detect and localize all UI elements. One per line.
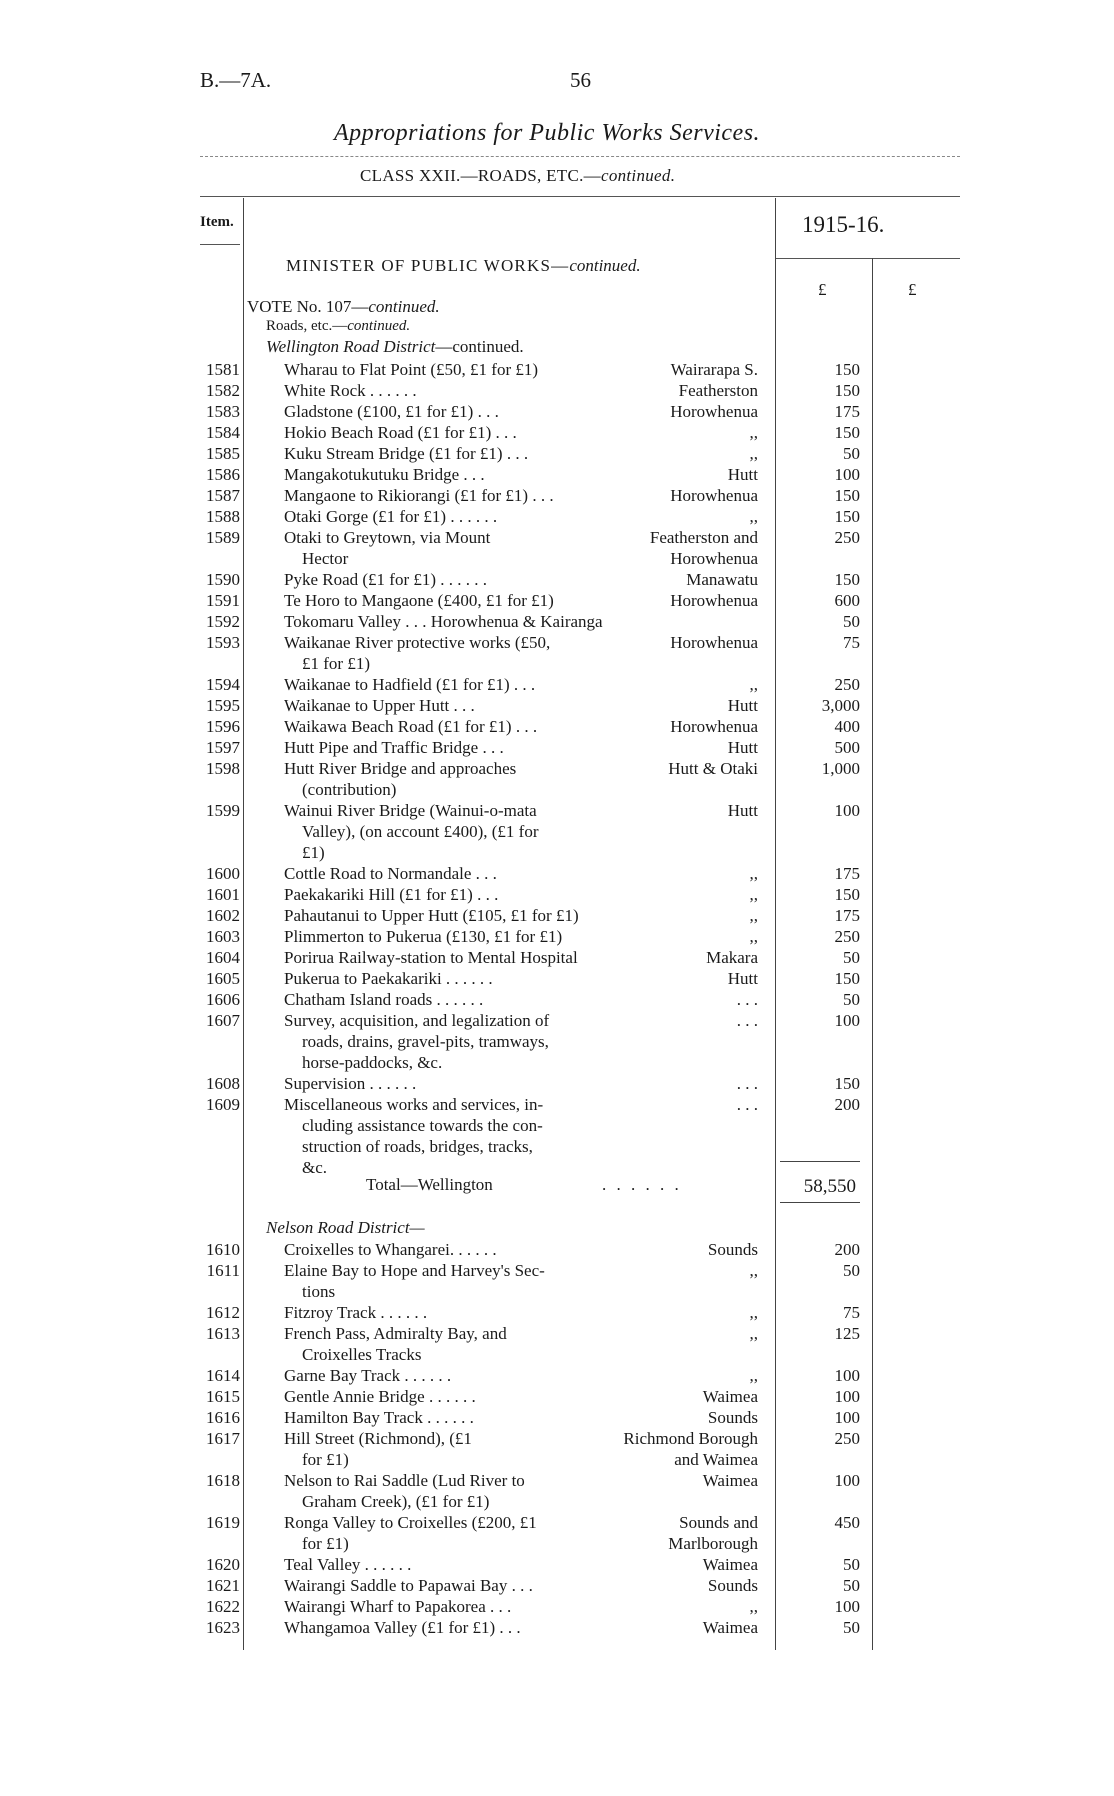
item-number: 1585: [206, 444, 240, 463]
minister-heading-continued: continued.: [569, 256, 641, 275]
year-header-rule: [775, 258, 960, 259]
item-description-continued: tions: [302, 1282, 336, 1301]
item-description: Waikanae River protective works (£50,: [284, 633, 551, 652]
item-description-continued: Hector: [302, 549, 349, 568]
total-amount: 58,550: [803, 1176, 856, 1197]
item-district: Hutt: [727, 696, 758, 715]
total-rule-top: [780, 1161, 860, 1162]
roads-heading: [266, 318, 410, 335]
table-row: [0, 1575, 1114, 1596]
item-number: 1623: [206, 1618, 240, 1637]
item-district: Waimea: [702, 1555, 758, 1574]
nelson-district-heading: Nelson Road District—: [266, 1218, 425, 1237]
table-row: [0, 989, 1114, 1010]
item-number: 1583: [206, 402, 240, 421]
item-district: Featherston and: [649, 528, 758, 547]
table-row: [0, 1260, 1114, 1301]
item-district: Sounds and: [679, 1513, 758, 1532]
item-number: 1589: [206, 528, 240, 547]
vote-heading-text: VOTE No. 107—: [247, 297, 369, 316]
item-number: 1593: [206, 633, 240, 652]
item-amount: 100: [834, 1471, 860, 1490]
item-district: Waimea: [702, 1387, 758, 1406]
item-number: 1588: [206, 507, 240, 526]
item-description: Gentle Annie Bridge . . . . . .: [284, 1387, 476, 1406]
table-row: [0, 1407, 1114, 1428]
item-amount: 50: [843, 1555, 860, 1574]
item-description: Wharau to Flat Point (£50, £1 for £1): [284, 360, 539, 379]
item-number: 1591: [206, 591, 240, 610]
item-district: Waimea: [702, 1618, 758, 1637]
table-row: [0, 1365, 1114, 1386]
item-description: Pahautanui to Upper Hutt (£105, £1 for £1): [284, 906, 579, 925]
minister-heading-text: MINISTER OF PUBLIC WORKS—: [286, 256, 570, 275]
item-amount: 50: [843, 948, 860, 967]
item-description: Croixelles to Whangarei. . . . . .: [284, 1240, 497, 1259]
item-description: Otaki Gorge (£1 for £1) . . . . . .: [284, 507, 498, 526]
item-amount: 150: [834, 969, 860, 988]
item-description: Porirua Railway-station to Mental Hospital: [284, 948, 578, 967]
table-row: [0, 422, 1114, 443]
item-description-continued: for £1): [302, 1534, 349, 1553]
item-amount: 250: [834, 675, 860, 694]
item-amount: 150: [834, 885, 860, 904]
vote-heading-continued: continued.: [368, 297, 440, 316]
item-district: ,,: [749, 675, 758, 694]
item-description-continued: horse-paddocks, &c.: [302, 1053, 443, 1072]
table-row: [0, 1073, 1114, 1094]
currency-header-1: £: [818, 280, 827, 299]
class-heading-continued: continued.: [600, 166, 676, 185]
table-row: [0, 1302, 1114, 1323]
item-amount: 50: [843, 1261, 860, 1280]
item-description: White Rock . . . . . .: [284, 381, 417, 400]
item-number: 1602: [206, 906, 240, 925]
item-description: Pyke Road (£1 for £1) . . . . . .: [284, 570, 488, 589]
table-row: [0, 443, 1114, 464]
item-description-continued: cluding assistance towards the con-: [302, 1116, 543, 1135]
item-district: Makara: [706, 948, 758, 967]
table-row: [0, 863, 1114, 884]
item-number: 1616: [206, 1408, 240, 1427]
table-row: [0, 884, 1114, 905]
document-reference: B.—7A.: [200, 68, 272, 92]
item-district: Horowhenua: [670, 717, 758, 736]
table-row: [0, 401, 1114, 422]
item-number: 1595: [206, 696, 240, 715]
item-description: Cottle Road to Normandale . . .: [284, 864, 497, 883]
table-row: [0, 632, 1114, 673]
item-description: Hutt River Bridge and approaches: [284, 759, 517, 778]
item-amount: 50: [843, 612, 860, 631]
item-description: Chatham Island roads . . . . . .: [284, 990, 484, 1009]
minister-heading: [286, 256, 641, 276]
item-district: Featherston: [678, 381, 758, 400]
item-description-continued: Valley), (on account £400), (£1 for: [302, 822, 539, 841]
item-number: 1619: [206, 1513, 240, 1532]
item-district: Hutt & Otaki: [668, 759, 758, 778]
item-amount: 50: [843, 990, 860, 1009]
item-description: Elaine Bay to Hope and Harvey's Sec-: [284, 1261, 545, 1280]
item-amount: 100: [834, 1597, 860, 1616]
item-amount: 75: [843, 633, 860, 652]
item-description: Teal Valley . . . . . .: [284, 1555, 412, 1574]
table-row: [0, 716, 1114, 737]
item-description: Nelson to Rai Saddle (Lud River to: [284, 1471, 525, 1490]
table-row: [0, 905, 1114, 926]
item-district: ,,: [749, 906, 758, 925]
item-district: ,,: [749, 1261, 758, 1280]
table-row: [0, 380, 1114, 401]
item-description-continued: (contribution): [302, 780, 397, 799]
item-number: 1584: [206, 423, 240, 442]
table-row: [0, 674, 1114, 695]
wellington-district-continued: —continued.: [435, 337, 524, 356]
item-number: 1596: [206, 717, 240, 736]
item-district: ,,: [749, 444, 758, 463]
item-amount: 100: [834, 1011, 860, 1030]
item-header-rule: [200, 244, 240, 245]
item-number: 1592: [206, 612, 240, 631]
item-description: Tokomaru Valley . . . Horowhenua & Kairanga: [284, 612, 603, 631]
item-number: 1605: [206, 969, 240, 988]
total-leader-dots: . . . . . .: [602, 1175, 682, 1194]
item-district: Hutt: [727, 465, 758, 484]
item-description: Supervision . . . . . .: [284, 1074, 417, 1093]
item-district-continued: and Waimea: [674, 1450, 758, 1469]
table-row: [0, 1428, 1114, 1469]
item-number: 1581: [206, 360, 240, 379]
item-district: Hutt: [727, 738, 758, 757]
item-description: Paekakariki Hill (£1 for £1) . . .: [284, 885, 499, 904]
item-column-header: Item.: [200, 214, 234, 230]
total-label: Total—Wellington: [366, 1175, 493, 1194]
item-description-continued: for £1): [302, 1450, 349, 1469]
table-row: [0, 1470, 1114, 1511]
item-description: Otaki to Greytown, via Mount: [284, 528, 491, 547]
item-district: . . .: [736, 1095, 758, 1114]
item-description-continued: £1 for £1): [302, 654, 370, 673]
table-row: [0, 926, 1114, 947]
table-row: [0, 1617, 1114, 1638]
table-row: [0, 611, 1114, 632]
item-district-continued: Horowhenua: [670, 549, 758, 568]
item-description: Garne Bay Track . . . . . .: [284, 1366, 452, 1385]
item-amount: 100: [834, 1366, 860, 1385]
item-number: 1618: [206, 1471, 240, 1490]
item-amount: 3,000: [821, 696, 860, 715]
item-description: Wairangi Saddle to Papawai Bay . . .: [284, 1576, 533, 1595]
item-district: Sounds: [707, 1408, 758, 1427]
item-number: 1590: [206, 570, 240, 589]
item-amount: 100: [834, 1408, 860, 1427]
table-row: [0, 506, 1114, 527]
item-number: 1597: [206, 738, 240, 757]
item-description: Fitzroy Track . . . . . .: [284, 1303, 428, 1322]
item-number: 1598: [206, 759, 240, 778]
item-district: Hutt: [727, 801, 758, 820]
wellington-district-name: Wellington Road District: [266, 337, 436, 356]
item-district: Sounds: [707, 1576, 758, 1595]
item-district: Sounds: [707, 1240, 758, 1259]
wellington-district-heading: [266, 337, 524, 357]
item-description-continued: £1): [302, 843, 325, 862]
table-row: [0, 800, 1114, 862]
item-description: Wainui River Bridge (Wainui-o-mata: [284, 801, 537, 820]
item-district: . . .: [736, 1011, 758, 1030]
item-district: Waimea: [702, 1471, 758, 1490]
item-amount: 100: [834, 801, 860, 820]
item-amount: 150: [834, 486, 860, 505]
item-amount: 50: [843, 1576, 860, 1595]
item-district: Manawatu: [686, 570, 758, 589]
table-row: [0, 968, 1114, 989]
item-amount: 125: [834, 1324, 860, 1343]
item-description: Hutt Pipe and Traffic Bridge . . .: [284, 738, 504, 757]
item-description: Miscellaneous works and services, in-: [284, 1095, 544, 1114]
item-amount: 400: [834, 717, 860, 736]
item-description: Waikawa Beach Road (£1 for £1) . . .: [284, 717, 538, 736]
item-district-continued: Marlborough: [668, 1534, 758, 1553]
item-number: 1613: [206, 1324, 240, 1343]
table-row: [0, 1094, 1114, 1177]
item-description: Ronga Valley to Croixelles (£200, £1: [284, 1513, 537, 1532]
item-amount: 175: [834, 864, 860, 883]
item-district: Wairarapa S.: [670, 360, 758, 379]
item-description: Hamilton Bay Track . . . . . .: [284, 1408, 474, 1427]
item-number: 1620: [206, 1555, 240, 1574]
table-row: [0, 590, 1114, 611]
item-number: 1614: [206, 1366, 240, 1385]
table-row: [0, 1554, 1114, 1575]
item-description: Te Horo to Mangaone (£400, £1 for £1): [284, 591, 554, 610]
item-district: Richmond Borough: [623, 1429, 758, 1448]
table-row: [0, 695, 1114, 716]
item-amount: 50: [843, 1618, 860, 1637]
item-description: Waikanae to Hadfield (£1 for £1) . . .: [284, 675, 536, 694]
table-row: [0, 1386, 1114, 1407]
item-description: Gladstone (£100, £1 for £1) . . .: [284, 402, 499, 421]
item-number: 1611: [206, 1261, 240, 1280]
item-amount: 200: [834, 1240, 860, 1259]
item-number: 1606: [206, 990, 240, 1009]
table-row: [0, 737, 1114, 758]
currency-header-2: £: [908, 280, 917, 299]
class-heading: [360, 166, 675, 186]
item-description-continued: roads, drains, gravel-pits, tramways,: [302, 1032, 549, 1051]
item-description: Plimmerton to Pukerua (£130, £1 for £1): [284, 927, 563, 946]
item-district: ,,: [749, 1597, 758, 1616]
item-number: 1612: [206, 1303, 240, 1322]
table-row: [0, 1323, 1114, 1364]
item-district: ,,: [749, 1324, 758, 1343]
item-number: 1586: [206, 465, 240, 484]
item-amount: 150: [834, 570, 860, 589]
item-district: Horowhenua: [670, 591, 758, 610]
item-description-continued: &c.: [302, 1158, 328, 1177]
item-number: 1603: [206, 927, 240, 946]
item-district: Hutt: [727, 969, 758, 988]
item-amount: 200: [834, 1095, 860, 1114]
item-amount: 50: [843, 444, 860, 463]
table-row: [0, 485, 1114, 506]
item-number: 1609: [206, 1095, 240, 1114]
item-amount: 175: [834, 906, 860, 925]
item-description-continued: Graham Creek), (£1 for £1): [302, 1492, 490, 1511]
item-amount: 1,000: [821, 759, 860, 778]
item-number: 1617: [206, 1429, 240, 1448]
item-number: 1600: [206, 864, 240, 883]
item-amount: 450: [834, 1513, 860, 1532]
item-description: Whangamoa Valley (£1 for £1) . . .: [284, 1618, 521, 1637]
item-description: Mangaone to Rikiorangi (£1 for £1) . . .: [284, 486, 554, 505]
page-title: Appropriations for Public Works Services.: [334, 120, 761, 146]
item-district: ,,: [749, 507, 758, 526]
total-rule-bottom: [780, 1202, 860, 1203]
item-description: Wairangi Wharf to Papakorea . . .: [284, 1597, 512, 1616]
item-district: . . .: [736, 990, 758, 1009]
item-amount: 100: [834, 1387, 860, 1406]
table-row: [0, 1010, 1114, 1072]
item-district: Horowhenua: [670, 402, 758, 421]
item-amount: 150: [834, 360, 860, 379]
class-heading-text: CLASS XXII.—ROADS, ETC.—: [360, 166, 601, 185]
table-row: [0, 758, 1114, 799]
item-number: 1615: [206, 1387, 240, 1406]
table-row: [0, 1239, 1114, 1260]
item-amount: 150: [834, 381, 860, 400]
table-row: [0, 947, 1114, 968]
table-row: [0, 464, 1114, 485]
item-amount: 250: [834, 528, 860, 547]
item-number: 1601: [206, 885, 240, 904]
item-amount: 150: [834, 507, 860, 526]
vote-heading: [247, 297, 440, 317]
item-description: Waikanae to Upper Hutt . . .: [284, 696, 475, 715]
item-amount: 150: [834, 1074, 860, 1093]
item-description-continued: Croixelles Tracks: [302, 1345, 422, 1364]
table-row: [0, 359, 1114, 380]
item-number: 1608: [206, 1074, 240, 1093]
item-description: Hill Street (Richmond), (£1: [284, 1429, 472, 1448]
table-row: [0, 527, 1114, 568]
year-column-header: 1915-16.: [802, 212, 885, 237]
item-district: ,,: [749, 927, 758, 946]
item-description: Kuku Stream Bridge (£1 for £1) . . .: [284, 444, 529, 463]
item-district: ,,: [749, 864, 758, 883]
item-district: ,,: [749, 885, 758, 904]
item-district: ,,: [749, 423, 758, 442]
item-amount: 250: [834, 927, 860, 946]
item-number: 1599: [206, 801, 240, 820]
item-number: 1610: [206, 1240, 240, 1259]
item-amount: 100: [834, 465, 860, 484]
table-row: [0, 1596, 1114, 1617]
table-row: [0, 569, 1114, 590]
roads-heading-continued: continued.: [347, 318, 411, 334]
page-number: 56: [570, 68, 591, 92]
roads-heading-text: Roads, etc.—: [266, 318, 348, 334]
item-description: Pukerua to Paekakariki . . . . . .: [284, 969, 493, 988]
item-number: 1604: [206, 948, 240, 967]
item-district: Horowhenua: [670, 633, 758, 652]
item-description: French Pass, Admiralty Bay, and: [284, 1324, 507, 1343]
item-amount: 600: [834, 591, 860, 610]
item-amount: 175: [834, 402, 860, 421]
item-number: 1607: [206, 1011, 240, 1030]
item-district: Horowhenua: [670, 486, 758, 505]
item-description: Survey, acquisition, and legalization of: [284, 1011, 550, 1030]
item-number: 1582: [206, 381, 240, 400]
item-number: 1621: [206, 1576, 240, 1595]
item-number: 1594: [206, 675, 240, 694]
item-description: Hokio Beach Road (£1 for £1) . . .: [284, 423, 517, 442]
item-district: . . .: [736, 1074, 758, 1093]
table-row: [0, 1512, 1114, 1553]
item-description: Mangakotukutuku Bridge . . .: [284, 465, 485, 484]
item-amount: 150: [834, 423, 860, 442]
item-amount: 75: [843, 1303, 860, 1322]
item-district: ,,: [749, 1366, 758, 1385]
item-number: 1622: [206, 1597, 240, 1616]
item-number: 1587: [206, 486, 240, 505]
item-amount: 500: [834, 738, 860, 757]
divider: [200, 156, 960, 157]
item-amount: 250: [834, 1429, 860, 1448]
item-district: ,,: [749, 1303, 758, 1322]
item-description-continued: struction of roads, bridges, tracks,: [302, 1137, 533, 1156]
table-top-rule: [200, 196, 960, 197]
